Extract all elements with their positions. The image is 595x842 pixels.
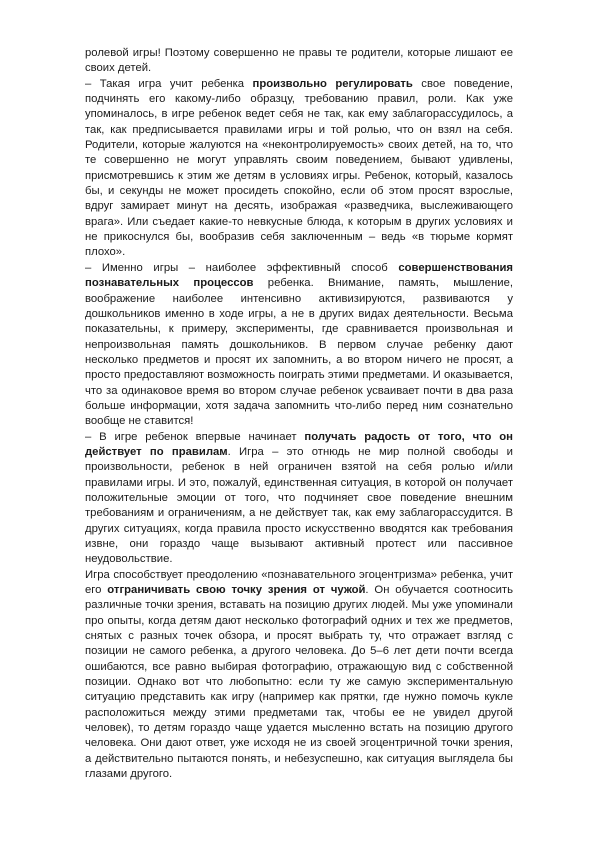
paragraph-3	[85, 261, 513, 430]
text-span: – Такая игра учит ребенка	[85, 77, 253, 90]
text-span: ребенка. Внимание, память, мышление, воображение наиболее интенсивно активизируются, развиваются у дошкольников именно в ходе игры, а не в других видах деятельности. Весьма показательны, к примеру, эксперименты, где сравнивается произвольная и непроизвольная память дошкольников. В первом случае ребенку дают несколько предметов и просят их запомнить, а во втором ничего не просят, а просто предоставляют возможность поиграть этими предметами. И оказывается, что за одинаковое время во втором случае ребенок усваивает почти в два раза больше информации, хотя задача запомнить что-либо перед ним сознательно вообще не ставится!	[85, 277, 513, 428]
bold-phrase: произвольно регулировать	[252, 77, 413, 90]
text-span: . Он обучается соотносить различные точки зрения, вставать на позицию других людей. Мы уже упоминали про опыты, когда детям дают несколько фотографий одних и тех же предметов, снятых с разных точек обзора, и просят выбрать ту, что отражает взгляд с позиции не самого ребенка, а другого человека. До 5–6 лет дети почти всегда ошибаются, все равно выбирая фотографию, отражающую вид с собственной позиции. Однако вот что любопытно: если ту же самую экспериментальную ситуацию представить как игру (например как прятки, где нужно помочь кукле расположиться между этими предметами так, чтобы ее не увидел другой человек), то детям гораздо чаще удается мысленно встать на позицию другого человека. Они дают ответ, уже исходя не из своей эгоцентричной точки зрения, а действительно пытаются понять, и небезуспешно, как ситуация выглядела бы глазами другого.	[85, 584, 513, 781]
paragraph-4	[85, 430, 513, 568]
document-page	[85, 46, 513, 783]
paragraph-1	[85, 46, 513, 77]
paragraph-2	[85, 77, 513, 261]
text-span: . Игра – это отнюдь не мир полной свободы и произвольности, ребенок в ней ограничен взятой на себя ролью и/или правилами игры. И это, пожалуй, единственная ситуация, в которой он получает положительные эмоции от того, что подчиняет свое поведение внешним требованиям и ограничениям, а не действует так, как ему заблагорассудится. В других ситуациях, когда правила просто искусственно вводятся как требования извне, они гораздо чаще вызывают активный протест или пассивное неудовольствие.	[85, 445, 513, 566]
bold-phrase: отграничивать свою точку зрения от чужой	[107, 584, 366, 597]
text-span: Игра способствует преодолению «познавательного эгоцентризма» ребенка, учит его	[85, 568, 513, 597]
text-span: – В игре ребенок впервые начинает	[85, 430, 305, 443]
text-span: ролевой игры! Поэтому совершенно не правы те родители, которые лишают ее своих детей.	[85, 47, 513, 75]
bold-phrase: получать радость от того, что он действует по правилам	[85, 430, 513, 458]
text-span: – Именно игры – наиболее эффективный способ	[85, 261, 399, 274]
paragraph-5	[85, 568, 513, 783]
text-span: свое поведение, подчинять его какому-либо образцу, требованию правил, роли. Как уже упоминалось, в игре ребенок ведет себя не так, как ему заблагорассудилось, а так, как предписывается правилами игры и той ролью, что он взял на себя. Родители, которые жалуются на «неконтролируемость» своих детей, на то, что те совершенно не могут управлять своим поведением, бывают удивлены, присмотревшись к этим же детям в условиях игры. Ребенок, который, казалось бы, и секунды не может просидеть спокойно, если об этом просят взрослые, вдруг замирает минут на десять, изображая «разведчика, выслеживающего врага». Или съедает какие-то невкусные блюда, к которым в других условиях и не прикоснулся бы, вообразив себя заключенным – ведь «в тюрьме кормят плохо».	[85, 77, 513, 259]
bold-phrase: совершенствования познавательных процессов	[85, 261, 513, 290]
